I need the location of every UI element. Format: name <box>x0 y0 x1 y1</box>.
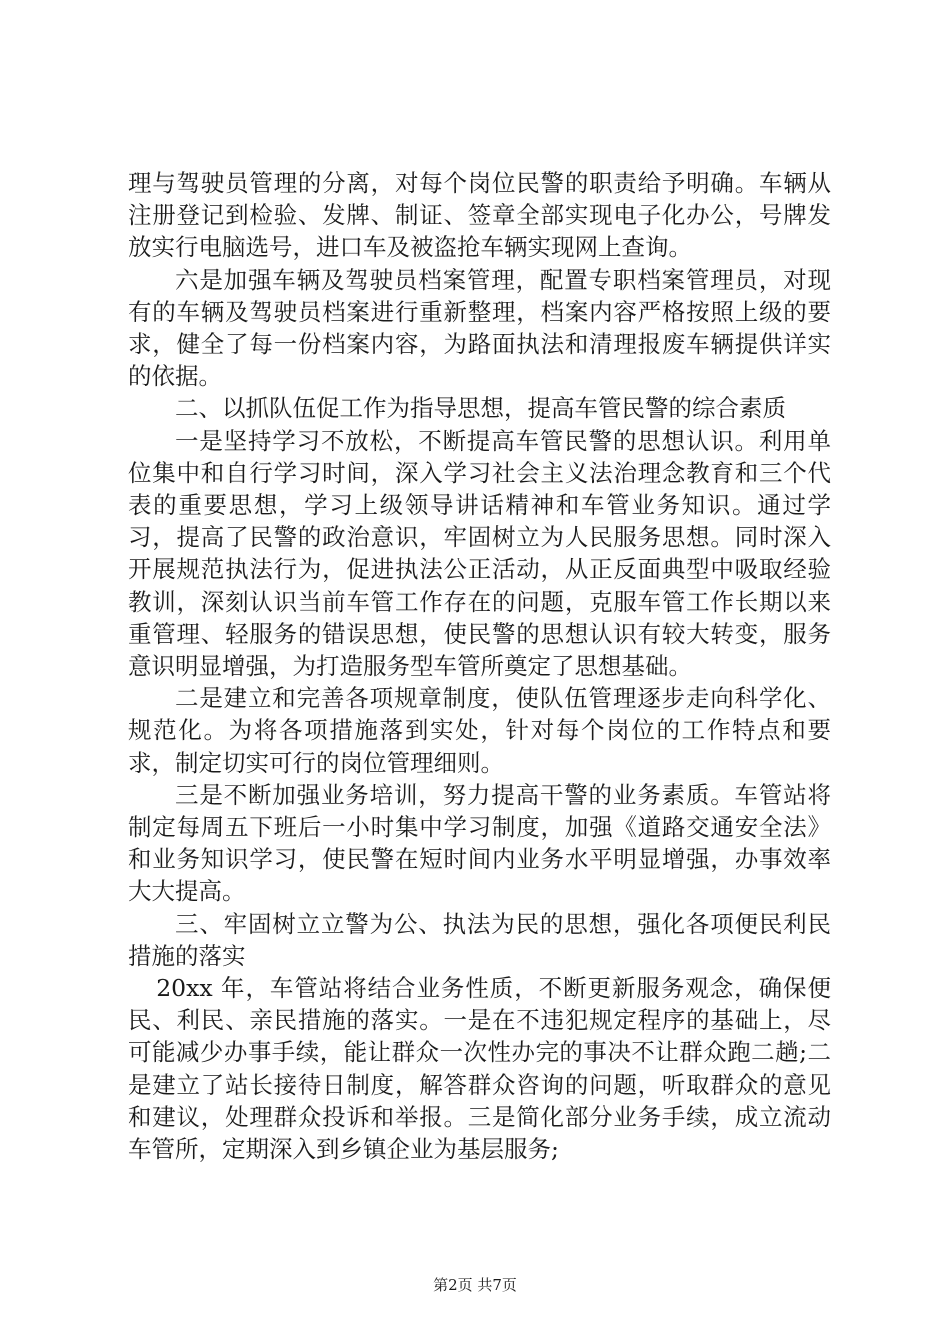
paragraph-continuation: 理与驾驶员管理的分离，对每个岗位民警的职责给予明确。车辆从注册登记到检验、发牌、制证、签章全部实现电子化办公，号牌发放实行电脑选号，进口车及被盗抢车辆实现网上查询。 <box>128 169 831 262</box>
paragraph-year-plan: 20xx 年，车管站将结合业务性质，不断更新服务观念，确保便民、利民、亲民措施的落实。一是在不违犯规定程序的基础上，尽可能减少办事手续，能让群众一次性办完的事决不让群众跑二趟;二是建立了站长接待日制度，解答群众咨询的问题，听取群众的意见和建议，处理群众投诉和举报。三是简化部分业务手续，成立流动车管所，定期深入到乡镇企业为基层服务; <box>128 974 831 1164</box>
paragraph-item-three: 三是不断加强业务培训，努力提高干警的业务素质。车管站将制定每周五下班后一小时集中学习制度，加强《道路交通安全法》和业务知识学习，使民警在短时间内业务水平明显增强，办事效率大大提高。 <box>128 780 831 906</box>
section-heading-three: 三、牢固树立立警为公、执法为民的思想，强化各项便民利民措施的落实 <box>128 909 831 970</box>
page-number-footer: 第2页 共7页 <box>433 1276 517 1294</box>
document-body <box>128 167 831 1165</box>
paragraph-item-one: 一是坚持学习不放松，不断提高车管民警的思想认识。利用单位集中和自行学习时间，深入学习社会主义法治理念教育和三个代表的重要思想，学习上级领导讲话精神和车管业务知识。通过学习，提高了民警的政治意识，牢固树立为人民服务思想。同时深入开展规范执法行为，促进执法公正活动，从正反面典型中吸取经验教训，深刻认识当前车管工作存在的问题，克服车管工作长期以来重管理、轻服务的错误思想，使民警的思想认识有较大转变，服务意识明显增强，为打造服务型车管所奠定了思想基础。 <box>128 426 831 681</box>
paragraph-item-two: 二是建立和完善各项规章制度，使队伍管理逐步走向科学化、规范化。为将各项措施落到实处，针对每个岗位的工作特点和要求，制定切实可行的岗位管理细则。 <box>128 684 831 777</box>
paragraph-item-six: 六是加强车辆及驾驶员档案管理，配置专职档案管理员，对现有的车辆及驾驶员档案进行重新整理，档案内容严格按照上级的要求，健全了每一份档案内容，为路面执法和清理报废车辆提供详实的依据。 <box>128 265 831 391</box>
section-heading-two: 二、以抓队伍促工作为指导思想，提高车管民警的综合素质 <box>175 394 786 423</box>
